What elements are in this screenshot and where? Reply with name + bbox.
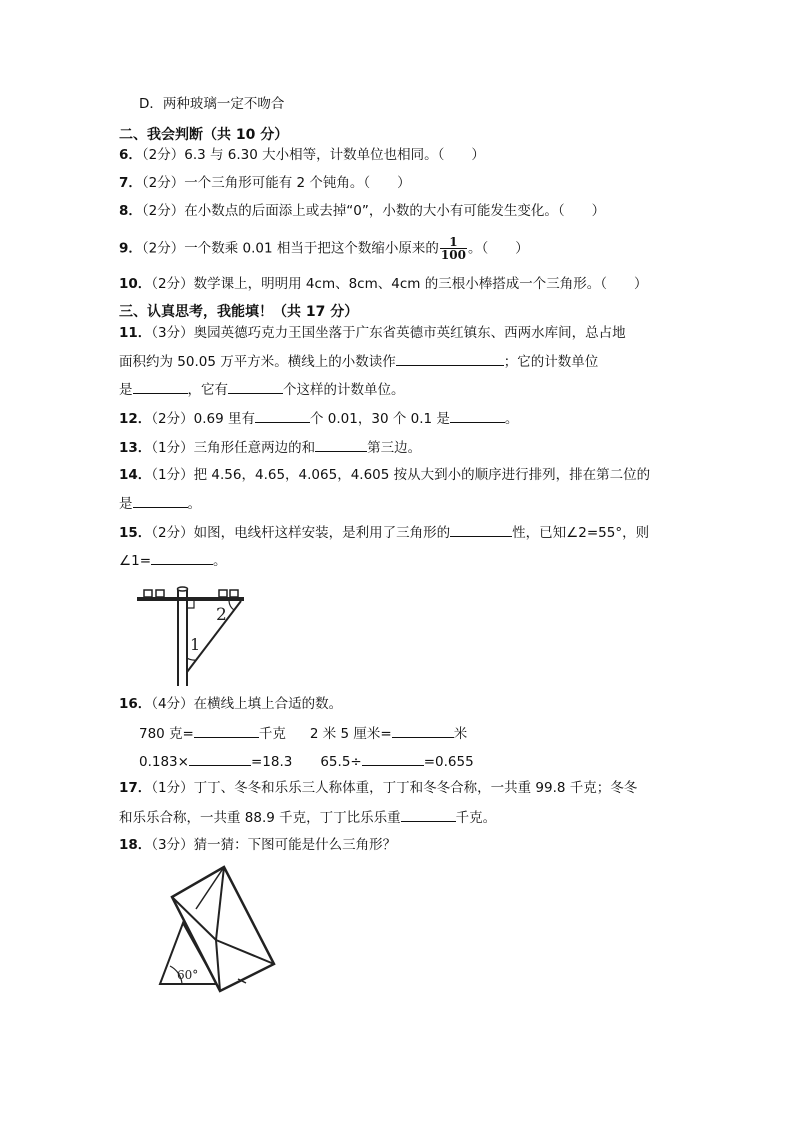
angle-60-label: 60°	[177, 968, 199, 982]
question-16-row1: 780 克= 千克 2 米 5 厘米= 米	[139, 726, 468, 742]
question-number: 10．	[119, 276, 152, 292]
question-score: （2分）	[141, 203, 185, 219]
question-score: （3分）	[151, 325, 194, 341]
answer-blank[interactable]	[194, 724, 259, 738]
question-15-line2: ∠1= 。	[119, 553, 227, 569]
answer-blank[interactable]	[315, 438, 367, 452]
question-7	[119, 174, 411, 192]
question-9: 9．（2分）一个数乘 0.01 相当于把这个数缩小原来的 $\frac{1}{100}$ 。（ ）	[119, 235, 529, 262]
question-18: 18．（3分）猜一猜：下图可能是什么三角形？	[119, 837, 397, 853]
answer-blank[interactable]	[133, 380, 188, 394]
answer-blank[interactable]	[450, 409, 505, 423]
question-number: 15．	[119, 525, 152, 541]
section-3-title: 三、认真思考，我能填！（共 17 分）	[119, 304, 359, 320]
question-15-line1: 15．（2分）如图，电线杆这样安装，是利用了三角形的 性，已知∠2=55°，则	[119, 525, 650, 541]
question-score: （2分）	[151, 276, 194, 292]
answer-blank[interactable]	[133, 494, 188, 508]
question-score: （2分）	[151, 525, 194, 541]
question-number: 17．	[119, 780, 152, 796]
question-11-line3: 是 ，它有 个这样的计数单位。	[119, 382, 405, 398]
angle-1-label: 1	[190, 635, 201, 654]
question-number: 6．	[119, 147, 142, 163]
envelope-triangle-figure	[150, 863, 285, 995]
question-number: 13．	[119, 440, 152, 456]
question-score: （1分）	[151, 440, 194, 456]
answer-blank[interactable]	[450, 523, 512, 537]
question-10	[119, 275, 647, 293]
answer-blank[interactable]	[396, 352, 504, 366]
question-16: 16．（4分）在横线上填上合适的数。	[119, 696, 343, 712]
question-14-line1: 14．（1分）把 4.56，4.65，4.065，4.605 按从大到小的顺序进行排列，排在第二位的	[119, 467, 651, 483]
question-score: （1分）	[151, 467, 194, 483]
question-text: 一个数乘 0.01 相当于把这个数缩小原来的	[184, 240, 439, 257]
answer-blank[interactable]	[151, 551, 213, 565]
question-11-line2: 面积约为 50.05 万平方米。横线上的小数读作 ；它的计数单位	[119, 354, 599, 370]
question-score: （1分）	[151, 780, 194, 796]
question-text: 在小数点的后面添上或去掉“0”，小数的大小有可能发生变化。（ ）	[184, 203, 606, 219]
question-text: 6.3 与 6.30 大小相等，计数单位也相同。（ ）	[184, 147, 485, 163]
question-number: 16．	[119, 696, 152, 712]
question-number: 8．	[119, 203, 142, 219]
question-14-line2: 是 。	[119, 496, 201, 512]
question-number: 9．	[119, 240, 142, 257]
question-score: （2分）	[141, 147, 185, 163]
answer-blank[interactable]	[228, 380, 283, 394]
question-11-line1: 11．（3分）奥园英德巧克力王国坐落于广东省英德市英红镇东、西两水库间，总占地	[119, 325, 626, 341]
question-number: 7．	[119, 175, 142, 191]
angle-2-label: 2	[216, 605, 227, 625]
question-8	[119, 202, 605, 220]
question-number: 12．	[119, 411, 152, 427]
question-17-line1: 17．（1分）丁丁、冬冬和乐乐三人称体重，丁丁和冬冬合称，一共重 99.8 千克；冬冬	[119, 780, 638, 796]
answer-blank[interactable]	[401, 808, 456, 822]
answer-blank[interactable]	[362, 752, 424, 766]
question-score: （3分）	[151, 837, 194, 853]
question-score: （2分）	[151, 411, 194, 427]
answer-blank[interactable]	[189, 752, 251, 766]
utility-pole-figure	[137, 586, 249, 688]
question-12: 12．（2分）0.69 里有 个 0.01，30 个 0.1 是 。	[119, 411, 519, 427]
question-17-line2: 和乐乐合称，一共重 88.9 千克，丁丁比乐乐重 千克。	[119, 810, 497, 826]
question-number: 11．	[119, 325, 152, 341]
fraction-one-hundredth: $\frac{1}{100}$	[440, 235, 466, 262]
question-score: （2分）	[141, 240, 185, 257]
question-text: 一个三角形可能有 2 个钝角。（ ）	[184, 175, 411, 191]
question-6	[119, 146, 485, 164]
option-d: D．两种玻璃一定不吻合	[139, 96, 285, 112]
question-16-row2: 0.183× =18.3 65.5÷ =0.655	[139, 754, 474, 770]
question-score: （4分）	[151, 696, 194, 712]
answer-blank[interactable]	[255, 409, 310, 423]
question-text: 数学课上，明明用 4cm、8cm、4cm 的三根小棒搭成一个三角形。（ ）	[193, 276, 648, 292]
question-number: 18．	[119, 837, 152, 853]
question-number: 14．	[119, 467, 152, 483]
section-2-title: 二、我会判断（共 10 分）	[119, 127, 289, 143]
answer-blank[interactable]	[392, 724, 454, 738]
question-score: （2分）	[141, 175, 185, 191]
question-13: 13．（1分）三角形任意两边的和 第三边。	[119, 440, 422, 456]
